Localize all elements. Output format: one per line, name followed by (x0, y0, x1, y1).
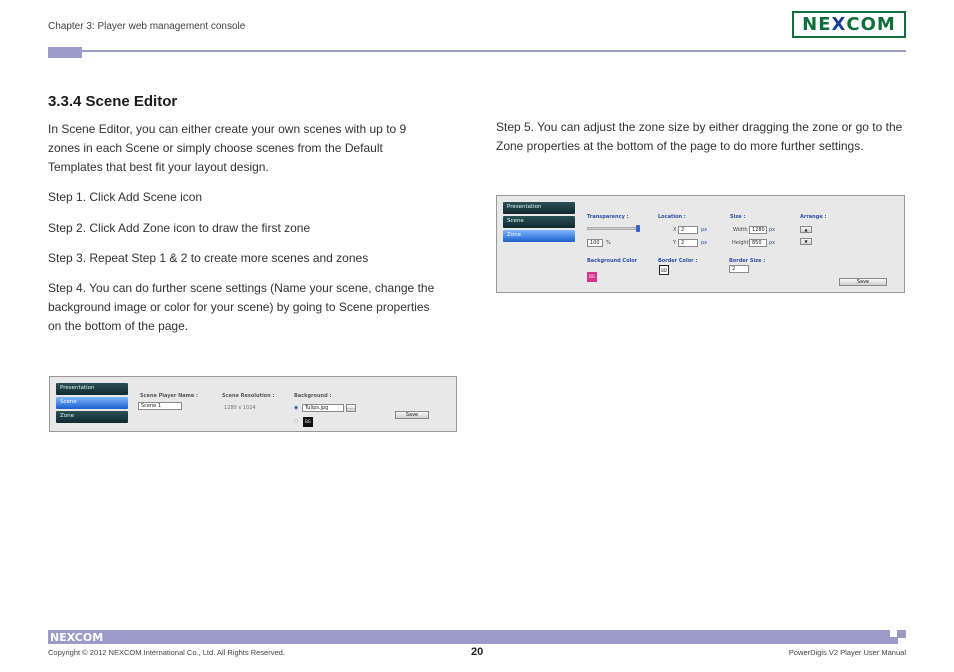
step-3: Step 3. Repeat Step 1 & 2 to create more scenes and zones (48, 251, 369, 265)
y-label: Y (673, 240, 677, 246)
scene-resolution-value: 1280 x 1024 (224, 405, 256, 411)
footer-logo: NEXCOM (50, 631, 104, 644)
scene-name-label: Scene Player Name : (140, 393, 199, 399)
width-input[interactable]: 1280 (749, 226, 767, 234)
header-divider (62, 50, 906, 52)
border-size-label: Border Size : (729, 258, 766, 264)
step-2: Step 2. Click Add Zone icon to draw the first zone (48, 221, 311, 235)
border-size-input[interactable]: 2 (729, 265, 749, 273)
intro-paragraph: In Scene Editor, you can either create your own scenes with up to 9 zones in each Scene or simply choose scenes from the Default Templates that best fit your layout design. (48, 122, 407, 174)
width-label: Width (733, 227, 748, 233)
background-color-swatch[interactable]: BG (587, 272, 597, 282)
step-4: Step 4. You can do further scene settings (Name your scene, change the background image or color for your scene) by going to Scene properties on the bottom of the page. (48, 281, 435, 333)
zone-panel-sidebar (503, 202, 575, 244)
nexcom-logo: NE X COM (792, 11, 906, 38)
x-input[interactable]: 2 (678, 226, 698, 234)
footer-square-icon (890, 638, 897, 644)
percent-unit: % (606, 240, 611, 246)
transparency-label: Transparency : (587, 214, 629, 220)
menu-presentation[interactable]: Presentation (56, 383, 128, 395)
section-title: 3.3.4 Scene Editor (48, 93, 178, 110)
step-5: Step 5. You can adjust the zone size by either dragging the zone or go to the Zone properties at the bottom of the page to do more further settings. (496, 120, 903, 153)
background-color-swatch[interactable]: BG (303, 417, 313, 427)
image-radio-icon[interactable]: ◉ (294, 405, 299, 411)
header-accent-block (48, 47, 82, 58)
y-unit: px (701, 240, 708, 246)
x-unit: px (701, 227, 708, 233)
browse-button[interactable]: ...... (347, 405, 355, 410)
scene-panel-sidebar (56, 383, 128, 425)
manual-title: PowerDigis V2 Player User Manual (788, 648, 906, 657)
footer-square-icon (898, 638, 906, 644)
transparency-slider-knob[interactable] (636, 225, 640, 232)
x-label: X (673, 227, 677, 233)
transparency-input[interactable]: 100 (587, 239, 603, 247)
zone-properties-screenshot (496, 195, 905, 293)
menu-presentation[interactable]: Presentation (503, 202, 575, 214)
background-file-input[interactable]: Tulips.jpg (302, 404, 344, 412)
send-backward-button[interactable]: ▼ (800, 238, 812, 245)
scene-resolution-label: Scene Resolution : (222, 393, 275, 399)
scene-name-input[interactable]: Scene 1 (138, 402, 182, 410)
size-label: Size : (730, 214, 746, 220)
footer-square-icon (890, 630, 897, 637)
background-color-label: Background Color (587, 258, 638, 264)
page-number: 20 (471, 646, 484, 658)
bring-forward-button[interactable]: ▲ (800, 226, 812, 233)
menu-scene[interactable]: Scene (503, 216, 575, 228)
width-unit: px (769, 227, 776, 233)
copyright-text: Copyright © 2012 NEXCOM International Co., Ltd. All Rights Reserved. (48, 648, 285, 657)
save-button[interactable]: Save (839, 278, 887, 286)
menu-zone[interactable]: Zone (56, 411, 128, 423)
scene-properties-screenshot (49, 376, 457, 432)
step-1: Step 1. Click Add Scene icon (48, 190, 203, 204)
height-unit: px (769, 240, 776, 246)
height-input[interactable]: 850 (749, 239, 767, 247)
color-radio-icon[interactable]: ○ (294, 418, 299, 424)
background-label: Background : (294, 393, 332, 399)
menu-zone[interactable]: Zone (503, 230, 575, 242)
save-button[interactable]: Save (395, 411, 429, 419)
border-color-label: Border Color : (658, 258, 698, 264)
chapter-title: Chapter 3: Player web management console (48, 21, 246, 32)
height-label: Height (732, 240, 749, 246)
location-label: Location : (658, 214, 686, 220)
transparency-slider[interactable] (587, 227, 639, 230)
footer-bar (48, 630, 906, 644)
menu-scene[interactable]: Scene (56, 397, 128, 409)
border-color-swatch[interactable]: BD (659, 265, 669, 275)
y-input[interactable]: 2 (678, 239, 698, 247)
arrange-label: Arrange : (800, 214, 827, 220)
